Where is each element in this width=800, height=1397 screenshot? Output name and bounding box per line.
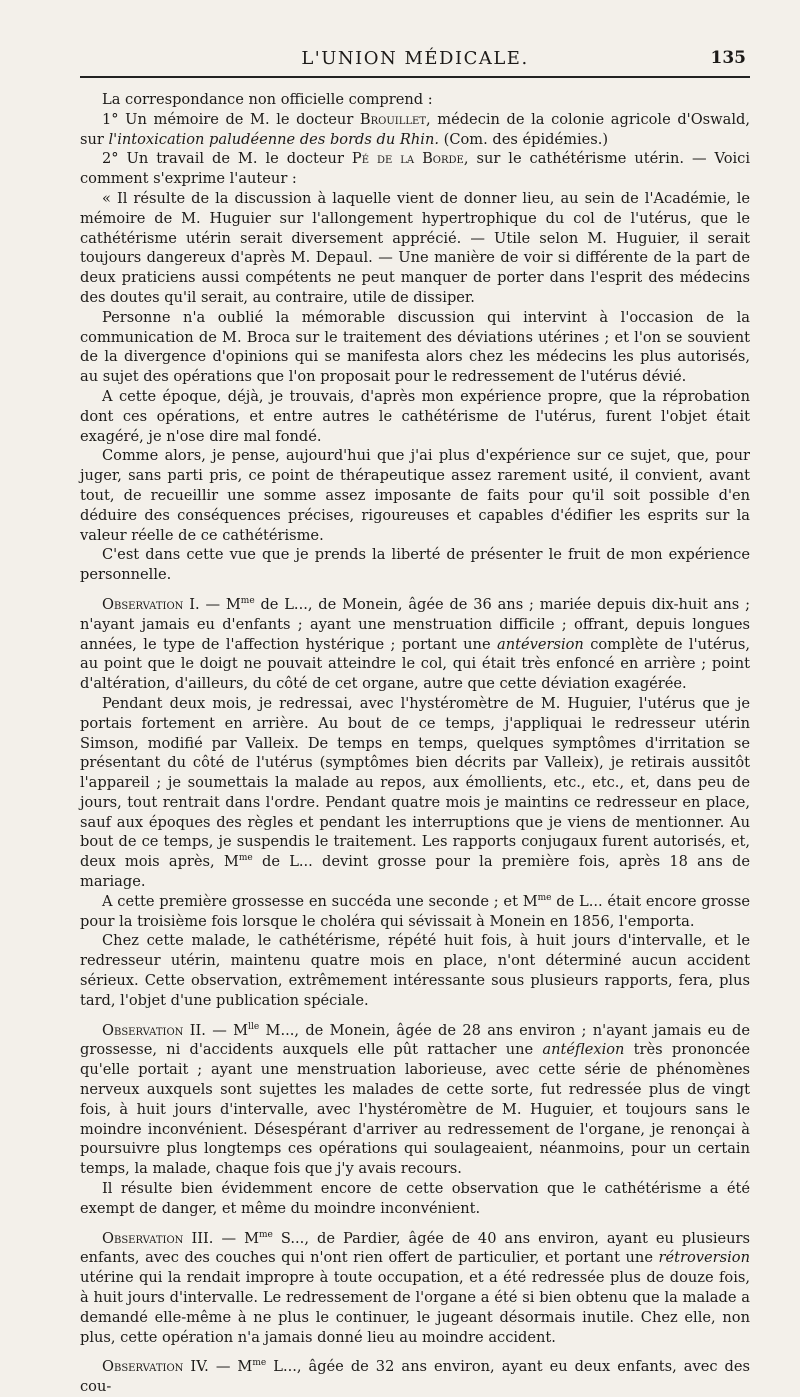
paragraph-text: , sur le cathétérisme utérin. — Voici comment s'exprime l'auteur : xyxy=(80,150,750,188)
paragraph-text: — M xyxy=(213,1229,260,1247)
paragraph-text: de L... était encore grosse pour la troisième fois lorsque le choléra qui sévissait à Monein en 1856, l'emporta. xyxy=(80,892,750,930)
paragraph xyxy=(80,110,750,150)
small-caps-text: Pé de la Borde xyxy=(351,150,464,168)
small-caps-text: Observation I. xyxy=(102,595,200,613)
paragraph-text: 2° Un travail de M. le docteur xyxy=(102,150,352,168)
paragraph xyxy=(80,1229,750,1348)
paragraph xyxy=(80,1357,750,1397)
paragraph xyxy=(80,545,750,585)
header-rule xyxy=(80,76,750,78)
paragraph-text: Pendant deux mois, je redressai, avec l'hystéromètre de M. Huguier, l'utérus que je portais fortement en arrière. Au bout de ce temps, j'appliquai le redresseur utérin Simson, modifié par Valleix. De temps en temps, quelques symptômes d'irritation se présentant du côté de l'utérus (symptômes bien décrits par Valleix), je retirais aussitôt l'appareil ; je soumettais la malade au repos, aux émollients, etc., etc., et, dans peu de jours, tout rentrait dans l'ordre. Pendant quatre mois je maintins ce redresseur en place, sauf aux époques des règles et pendant les interruptions que je viens de mentionner. Au bout de ce temps, je suspendis le traitement. Les rapports conjugaux furent autorisés, et, deux mois après, M xyxy=(80,694,750,871)
paragraph-text: — M xyxy=(205,1021,249,1039)
running-header xyxy=(80,42,750,76)
paragraph-text: (Com. des épidémies.) xyxy=(439,130,609,148)
paragraph-text: L..., âgée de 32 ans environ, ayant eu deux enfants, avec des cou- xyxy=(80,1358,751,1396)
paragraph-text: Comme alors, je pense, aujourd'hui que j'ai plus d'expérience sur ce sujet, que, pour juger, sans parti pris, ce point de thérapeutique assez rarement usité, il convient, avant tout, de recueillir une somme assez imposante de faits pour qu'il soit possible d'en déduire des conséquences précises, rigoureuses et capables d'édifier les esprits sur la valeur réelle de ce cathétérisme. xyxy=(80,447,750,544)
paragraph xyxy=(80,931,750,1010)
superscript-text: me xyxy=(537,893,552,904)
paragraph-text: « Il résulte de la discussion à laquelle vient de donner lieu, au sein de l'Académie, le mémoire de M. Huguier sur l'allongement hypertrophique du col de l'utérus, que le cathétérisme utérin serait diversement apprécié. — Utile selon M. Huguier, il serait toujours dangereux d'après M. Depaul. — Une manière de voir si différente de la part de deux praticiens aussi compétents ne peut manquer de porter dans l'esprit des médecins des doutes qu'il serait, au contraire, utile de dissiper. xyxy=(80,189,750,306)
paragraph-text: — M xyxy=(208,1358,253,1376)
paragraph-text: 1° Un mémoire de M. le docteur xyxy=(102,110,360,128)
paragraph-text: Il résulte bien évidemment encore de cette observation que le cathétérisme a été exempt de danger, et même du moindre inconvénient. xyxy=(80,1180,750,1217)
paragraph-text: Personne n'a oublié la mémorable discussion qui intervint à l'occasion de la communication de M. Broca sur le traitement des déviations utérines ; et l'on se souvient de la divergence d'opinions qui se manifesta alors chez les médecins les plus autorisés, au sujet des opérations que l'on proposait pour le redressement de l'utérus dévié. xyxy=(80,308,750,386)
page-number: 135 xyxy=(710,48,746,68)
paragraph-text: La correspondance non officielle comprend : xyxy=(102,91,433,108)
paragraph-text: S..., de Pardier, âgée de 40 ans environ, ayant eu plusieurs enfants, avec des couches qui n'ont rien offert de particulier, et portant une xyxy=(80,1229,750,1267)
paragraph-text: complète de l'utérus, au point que le doigt ne pouvait atteindre le col, qui était très enfoncé en arrière ; point d'altération, d'ailleurs, du côté de cet organe, autre que cette déviation exagérée. xyxy=(80,635,750,693)
paragraph-text: , médecin de la colonie agricole d'Oswald, sur xyxy=(80,110,750,148)
paragraph-text: A cette époque, déjà, je trouvais, d'après mon expérience propre, que la réprobation dont ces opérations, et entre autres le cathétérisme de l'utérus, furent l'objet était exagéré, je n'ose dire mal fondé. xyxy=(80,387,750,445)
paragraph-text: M..., de Monein, âgée de 28 ans environ ; n'ayant jamais eu de grossesse, ni d'accidents auxquels elle pût rattacher une xyxy=(80,1021,750,1059)
paragraph xyxy=(80,1021,750,1179)
paragraph xyxy=(80,189,750,308)
small-caps-text: Observation IV. xyxy=(102,1358,209,1376)
small-caps-text: Observation II. xyxy=(102,1021,206,1039)
paragraph xyxy=(80,149,750,189)
article-body xyxy=(80,90,750,1397)
paragraph xyxy=(80,90,750,110)
superscript-text: me xyxy=(238,853,253,864)
superscript-text: me xyxy=(259,1229,273,1240)
paragraph-text: de L... devint grosse pour la première fois, après 18 ans de mariage. xyxy=(80,853,750,891)
paragraph xyxy=(80,446,750,545)
superscript-text: me xyxy=(240,596,255,607)
paragraph xyxy=(80,694,750,892)
journal-title: L'UNION MÉDICALE. xyxy=(301,48,529,69)
paragraph xyxy=(80,1179,750,1219)
small-caps-text: Observation III. xyxy=(102,1229,214,1247)
italic-text: antéversion xyxy=(497,635,584,653)
paragraph-text: Chez cette malade, le cathétérisme, répété huit fois, à huit jours d'intervalle, et le redresseur utérin, maintenu quatre mois en place, n'ont déterminé aucun accident sérieux. Cette observation, extrêmement intéressante sous plusieurs rapports, fera, plus tard, l'objet d'une publication spéciale. xyxy=(80,932,750,1009)
paragraph-text: de L..., de Monein, âgée de 36 ans ; mariée depuis dix-huit ans ; n'ayant jamais eu d'enfants ; ayant une menstruation difficile ; offrant, depuis longues années, le type de l'affection hystérique ; portant une xyxy=(80,595,750,653)
superscript-text: me xyxy=(252,1358,267,1369)
italic-text: l'intoxication paludéenne des bords du Rhin. xyxy=(108,130,439,148)
superscript-text: lle xyxy=(248,1021,260,1032)
paragraph-text: — M xyxy=(199,595,241,613)
paragraph-text: utérine qui la rendait impropre à toute occupation, et a été redressée plus de douze fois, à huit jours d'intervalle. Le redressement de l'organe a été si bien obtenu que la malade a demandé elle-même à ne plus le continuer, le jugeant désormais inutile. Chez elle, non plus, cette opération n'a jamais donné lieu au moindre accident. xyxy=(80,1269,750,1346)
paragraph xyxy=(80,892,750,932)
paragraph xyxy=(80,595,750,694)
paragraph-text: C'est dans cette vue que je prends la liberté de présenter le fruit de mon expérience personnelle. xyxy=(80,546,750,584)
paragraph xyxy=(80,308,750,387)
italic-text: rétroversion xyxy=(658,1249,750,1267)
italic-text: antéflexion xyxy=(542,1041,625,1059)
paragraph-text: très prononcée qu'elle portait ; ayant une menstruation laborieuse, avec cette série de phénomènes nerveux auxquels sont sujettes les malades de cette sorte, fut redressée plus de vingt fois, à huit jours d'intervalle, avec l'hystéromètre de M. Huguier, et toujours sans le moindre inconvénient. Désespérant d'arriver au redressement de l'organe, je renonçai à poursuivre plus longtemps ces opérations qui soulageaient, néanmoins, pour un certain temps, la malade, chaque fois que j'y avais recours. xyxy=(80,1041,750,1178)
paragraph xyxy=(80,387,750,446)
small-caps-text: Brouillet xyxy=(359,110,426,128)
paragraph-text: A cette première grossesse en succéda une seconde ; et M xyxy=(102,892,538,910)
